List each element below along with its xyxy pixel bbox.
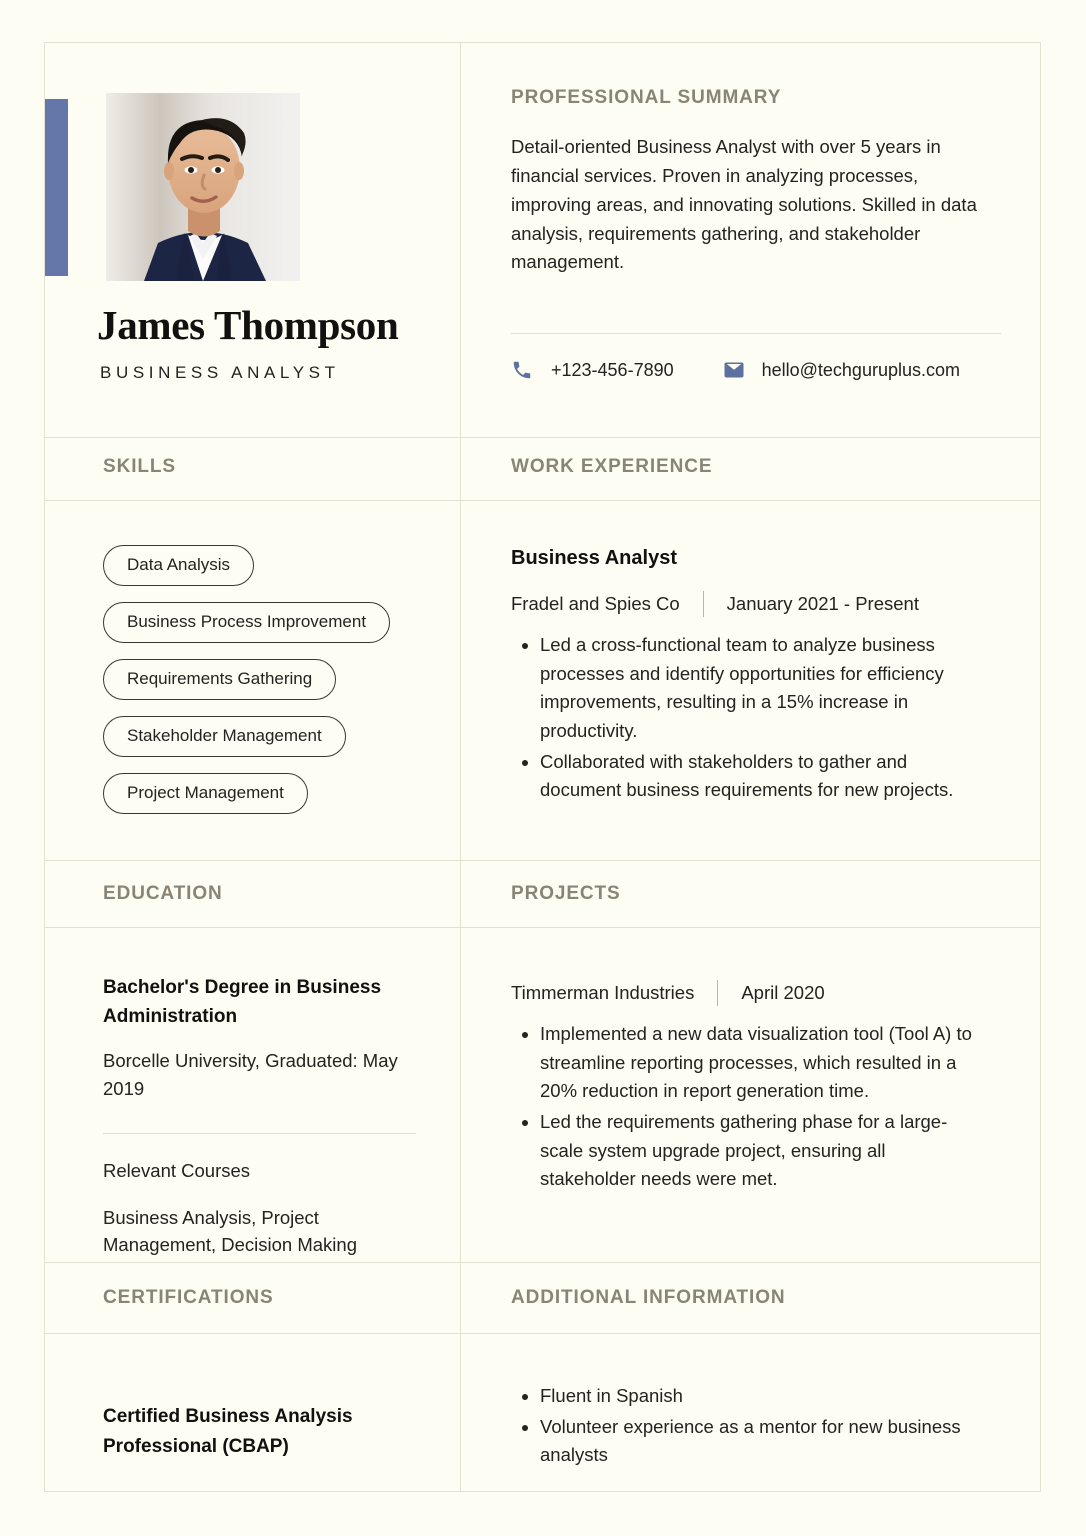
section-heading-certifications: CERTIFICATIONS bbox=[103, 1287, 274, 1308]
work-job-title: Business Analyst bbox=[511, 547, 677, 569]
list-item: • Volunteer experience as a mentor for new business analysts bbox=[540, 1413, 986, 1470]
phone-icon bbox=[511, 359, 537, 381]
projects-body-cell bbox=[461, 928, 1041, 1262]
project-dates: April 2020 bbox=[741, 982, 825, 1003]
certifications-header-cell bbox=[45, 1263, 460, 1333]
education-degree: Bachelor's Degree in Business Administration bbox=[103, 977, 382, 1027]
section-heading-additional: ADDITIONAL INFORMATION bbox=[511, 1287, 786, 1308]
contact-phone[interactable] bbox=[511, 359, 674, 381]
section-heading-skills: SKILLS bbox=[103, 456, 176, 477]
contact-row bbox=[511, 358, 1031, 382]
skill-pill[interactable]: Data Analysis bbox=[103, 545, 254, 586]
education-school: Borcelle University, Graduated: May 2019 bbox=[103, 1050, 398, 1099]
additional-bullets bbox=[511, 1382, 986, 1470]
contact-email[interactable] bbox=[722, 358, 960, 382]
phone-number: +123-456-7890 bbox=[551, 359, 674, 380]
certifications-body-cell bbox=[45, 1334, 460, 1492]
education-header-cell bbox=[45, 861, 460, 927]
identity-block bbox=[45, 43, 460, 437]
education-body-cell bbox=[45, 928, 460, 1262]
education-entry bbox=[103, 974, 433, 1259]
envelope-icon bbox=[722, 358, 748, 382]
work-bullets bbox=[511, 631, 986, 805]
section-heading-education: EDUCATION bbox=[103, 883, 223, 904]
project-meta bbox=[511, 980, 986, 1006]
section-heading-work: WORK EXPERIENCE bbox=[511, 456, 713, 477]
summary-text: Detail-oriented Business Analyst with over 5 years in financial services. Proven in analyzing processes, improving areas, and innovating solutions. Skilled in data analysis, requirements gathering, and stakeholder management. bbox=[511, 136, 977, 273]
list-item: • Collaborated with stakeholders to gather and document business requirements for new projects. bbox=[540, 748, 986, 805]
relevant-courses-label: Relevant Courses bbox=[103, 1159, 251, 1181]
section-heading-projects: PROJECTS bbox=[511, 883, 621, 904]
education-divider bbox=[103, 1133, 416, 1134]
work-entry bbox=[511, 547, 986, 807]
work-company: Fradel and Spies Co bbox=[511, 593, 680, 614]
resume-card bbox=[44, 42, 1041, 1492]
section-heading-summary: PROFESSIONAL SUMMARY bbox=[511, 87, 782, 108]
work-header-cell bbox=[461, 438, 1041, 500]
email-address: hello@techguruplus.com bbox=[761, 359, 960, 380]
additional-entry bbox=[511, 1382, 986, 1472]
page-title: James Thompson bbox=[97, 302, 399, 348]
additional-header-cell bbox=[461, 1263, 1041, 1333]
contact-divider bbox=[511, 333, 1001, 334]
list-item: • Implemented a new data visualization tool (Tool A) to streamline reporting processes, which resulted in a 20% reduction in report generation time. bbox=[540, 1020, 986, 1106]
skill-pill[interactable]: Stakeholder Management bbox=[103, 716, 346, 757]
accent-bar bbox=[45, 99, 68, 276]
skills-body-cell bbox=[45, 501, 460, 860]
project-bullets bbox=[511, 1020, 986, 1194]
skills-header-cell bbox=[45, 438, 460, 500]
projects-header-cell bbox=[461, 861, 1041, 927]
professional-summary-block bbox=[461, 43, 1041, 437]
skill-pill[interactable]: Project Management bbox=[103, 773, 308, 814]
avatar bbox=[106, 93, 300, 281]
job-role-subtitle: BUSINESS ANALYST bbox=[100, 363, 340, 382]
certification-entry bbox=[103, 1402, 433, 1463]
list-item: • Led the requirements gathering phase for a large-scale system upgrade project, ensuring all stakeholder needs were met. bbox=[540, 1108, 986, 1194]
certification-name: Certified Business Analysis Professional (CBAP) bbox=[103, 1406, 353, 1458]
list-item: • Led a cross-functional team to analyze business processes and identify opportunities for efficiency improvements, resulting in a 15% increase in productivity. bbox=[540, 631, 986, 746]
meta-separator bbox=[703, 591, 704, 617]
additional-body-cell bbox=[461, 1334, 1041, 1492]
skill-pill[interactable]: Business Process Improvement bbox=[103, 602, 390, 643]
work-meta bbox=[511, 591, 986, 617]
project-company: Timmerman Industries bbox=[511, 982, 695, 1003]
list-item: • Fluent in Spanish bbox=[540, 1382, 986, 1411]
work-dates: January 2021 - Present bbox=[726, 593, 919, 614]
meta-separator bbox=[717, 980, 718, 1006]
work-body-cell bbox=[461, 501, 1041, 860]
relevant-courses-list: Business Analysis, Project Management, Decision Making bbox=[103, 1206, 357, 1256]
skills-list bbox=[103, 545, 443, 830]
project-entry bbox=[511, 980, 986, 1196]
skill-pill[interactable]: Requirements Gathering bbox=[103, 659, 336, 700]
